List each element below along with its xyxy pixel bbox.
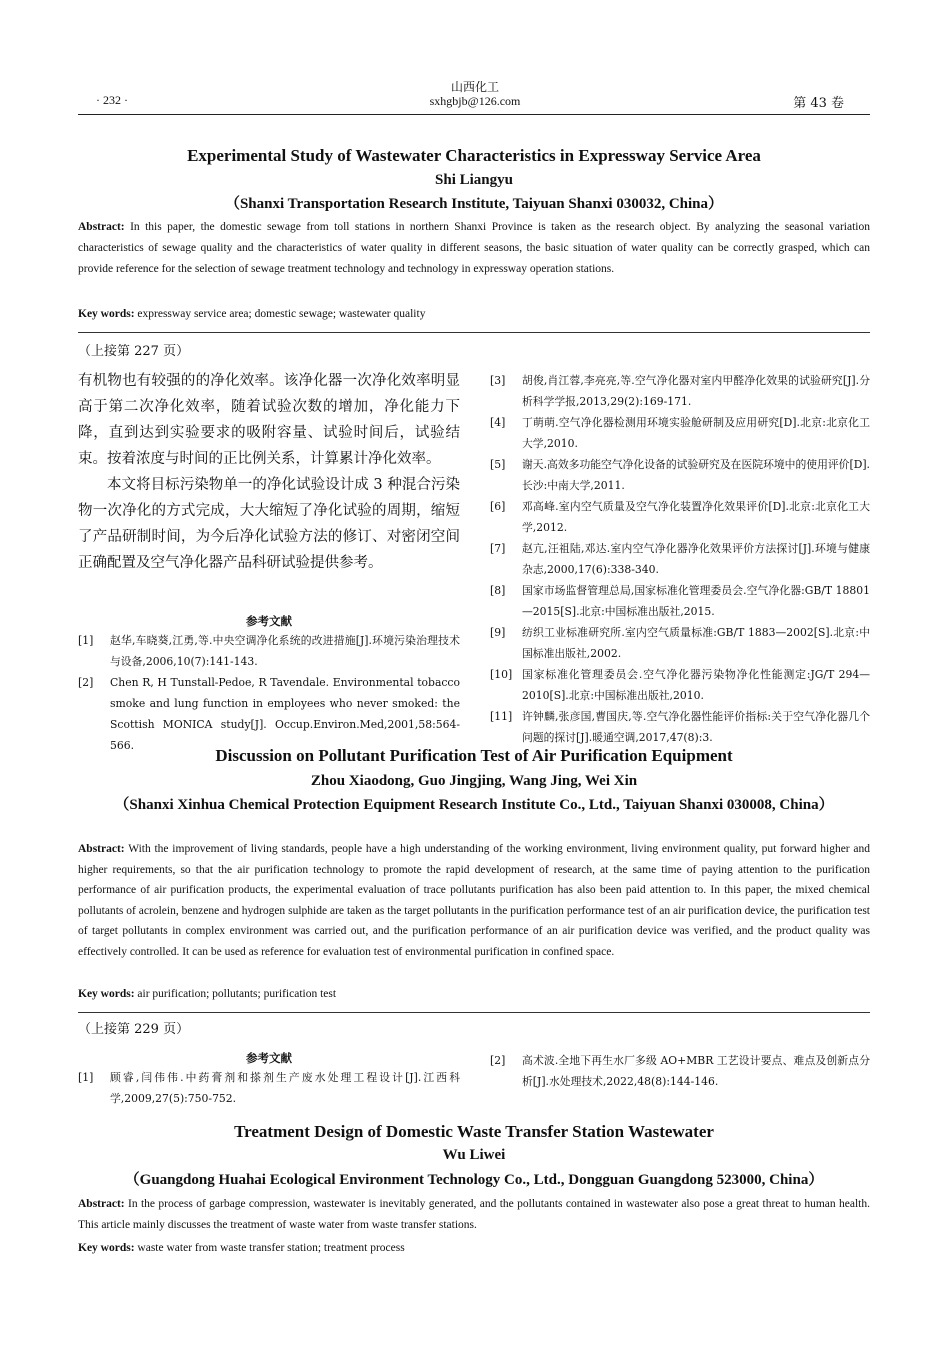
reference-text: 赵亢,汪祖陆,邓达.室内空气净化器净化效果评价方法探讨[J].环境与健康杂志,2000,17(6):338-340. [522, 542, 870, 576]
reference-number: [6] [490, 500, 506, 513]
reference-number: [11] [490, 710, 513, 723]
article1-abstract [78, 217, 870, 280]
abstract-label: Abstract: [78, 221, 125, 233]
body-paragraph: 有机物也有较强的的净化效率。该净化器一次净化效率明显高于第二次净化效率，随着试验次数的增加，净化能力下降，直到达到实验要求的吸附容量、试验时间后，试验结束。按着浓度与时间的正比例关系，计算累计净化效率。 [78, 373, 460, 467]
reference-number: [9] [490, 626, 506, 639]
reference-text: 丁萌萌.空气净化器检测用环境实验舱研制及应用研究[D].北京:北京化工大学,2010. [522, 416, 870, 450]
reference-text: 高术波.全地下再生水厂多级 AO+MBR 工艺设计要点、难点及创新点分析[J].水处理技术,2022,48(8):144-146. [522, 1054, 870, 1088]
reference-text: 许钟麟,张彦国,曹国庆,等.空气净化器性能评价指标:关于空气净化器几个问题的探讨[J].暖通空调,2017,47(8):3. [522, 710, 870, 744]
reference-text: 纺织工业标准研究所.室内空气质量标准:GB/T 1883—2002[S].北京:中国标准出版社,2002. [522, 626, 870, 660]
article2-affiliation: （Shanxi Xinhua Chemical Protection Equipment Research Institute Co., Ltd., Taiyuan Shanxi 030008, China） [114, 797, 834, 813]
reference-text: 国家标准化管理委员会.空气净化器污染物净化性能测定:JG/T 294—2010[S].北京:中国标准出版社,2010. [522, 668, 870, 702]
reference-number: [7] [490, 542, 506, 555]
reference-number: [1] [78, 634, 94, 647]
continued-note: （上接第 229 页） [78, 1022, 190, 1037]
reference-text: 赵华,车晓葵,江勇,等.中央空调净化系统的改进措施[J].环境污染治理技术与设备,2006,10(7):141-143. [110, 634, 460, 668]
references-left-column [78, 613, 460, 756]
section-rule [78, 1012, 870, 1013]
keywords-label: Key words: [78, 1242, 135, 1254]
reference-item [490, 1050, 870, 1092]
references-left-column [78, 1050, 460, 1109]
reference-number: [3] [490, 374, 506, 387]
abstract-text: In the process of garbage compression, wastewater is inevitably generated, and the pollutants contained in wastewater also pose a great threat to human health. This article mainly discusses the treatment of waste water from waste transfer stations. [78, 1198, 871, 1231]
section-rule [78, 332, 870, 333]
reference-item [490, 454, 870, 496]
reference-item [490, 664, 870, 706]
article3-abstract [78, 1194, 870, 1236]
reference-text: 谢天.高效多功能空气净化设备的试验研究及在医院环境中的使用评价[D].长沙:中南大学,2011. [522, 458, 870, 492]
keywords-label: Key words: [78, 308, 135, 320]
header-rule [78, 114, 870, 115]
reference-text: 顾睿,闫伟伟.中药膏剂和搽剂生产废水处理工程设计[J].江西科学,2009,27(5):750-752. [110, 1071, 460, 1105]
journal-email: sxhgbjb@126.com [429, 94, 521, 108]
running-header [375, 80, 575, 108]
keywords-text: expressway service area; domestic sewage; wastewater quality [137, 308, 426, 320]
reference-item [490, 370, 870, 412]
reference-number: [2] [78, 676, 94, 689]
abstract-text: In this paper, the domestic sewage from toll stations in northern Shanxi Province is taken as the research object. By analyzing the seasonal variation characteristics of sewage quality and the characteristics of water quality in different seasons, the basic situation of water quality can be correctly grasped, which can provide reference for the selection of sewage treatment technology and technology in expressway operation stations. [78, 221, 870, 275]
abstract-label: Abstract: [78, 1198, 125, 1210]
journal-name: 山西化工 [450, 80, 499, 94]
reference-number: [2] [490, 1054, 506, 1067]
reference-item [490, 496, 870, 538]
reference-item [490, 706, 870, 748]
article3-keywords [78, 1240, 870, 1256]
keywords-text: waste water from waste transfer station; treatment process [137, 1242, 405, 1254]
reference-item [490, 412, 870, 454]
continued-note: （上接第 227 页） [78, 344, 190, 359]
reference-text: Chen R, H Tunstall-Pedoe, R Tavendale. Environmental tobacco smoke and lung function in employees who never smoked: the Scottish MONICA study[J]. Occup.Environ.Med,2001,58:564-566. [110, 676, 460, 752]
body-paragraph: 本文将目标污染物单一的净化试验设计成 3 种混合污染物一次净化的方式完成，大大缩短了净化试验的周期，缩短了产品研制时间，为今后净化试验方法的修订、对密闭空间正确配置及空气净化器产品科研试验提供参考。 [78, 477, 460, 571]
references-heading: 参考文献 [246, 1051, 292, 1065]
article2-authors: Zhou Xiaodong, Guo Jingjing, Wang Jing, Wei Xin [310, 773, 638, 789]
article2-title: Discussion on Pollutant Purification Test of Air Purification Equipment [215, 746, 733, 765]
reference-item [490, 580, 870, 622]
keywords-label: Key words: [78, 988, 135, 1000]
reference-item [490, 622, 870, 664]
article2-keywords [78, 986, 870, 1002]
article3-affiliation: （Guangdong Huahai Ecological Environment Technology Co., Ltd., Dongguan Guangdong 523000, China） [124, 1172, 824, 1188]
reference-number: [1] [78, 1071, 94, 1084]
abstract-text: With the improvement of living standards, people have a high understanding of the working environment, living environment quality, put forward higher and higher requirements, so that the air purification technology to promote the rapid development of research, at the same time of paying attention to the purification performance of air purification products, the experimental evaluation of trace pollutants purification has also been paid attention to. In this paper, the mixed chemical pollutants of acrolein, benzene and hydrogen sulphide are taken as the target pollutants in the purification performance test of an air purification device, the purification test of target pollutants in complex environment was carried out, and the purification performance of an air purification device was verified, and the product quality was effectively controlled. It can be used as reference for evaluation test of environmental purification in confined space. [78, 843, 870, 958]
reference-item [78, 630, 460, 672]
reference-text: 胡俊,肖江蓉,李亮亮,等.空气净化器对室内甲醛净化效果的试验研究[J].分析科学学报,2013,29(2):169-171. [522, 374, 870, 408]
references-right-column [490, 370, 870, 748]
article1-affiliation: （Shanxi Transportation Research Institute, Taiyuan Shanxi 030032, China） [224, 196, 724, 212]
volume-number: 第 43 卷 [793, 96, 844, 111]
page-number: · 232 · [96, 93, 128, 107]
article3-title: Treatment Design of Domestic Waste Transfer Station Wastewater [234, 1122, 714, 1141]
reference-number: [4] [490, 416, 506, 429]
reference-number: [10] [490, 668, 513, 681]
reference-text: 国家市场监督管理总局,国家标准化管理委员会.空气净化器:GB/T 18801—2015[S].北京:中国标准出版社,2015. [522, 584, 870, 618]
article1-title: Experimental Study of Wastewater Characteristics in Expressway Service Area [187, 146, 761, 165]
article1-author: Shi Liangyu [435, 172, 513, 188]
reference-item [78, 1067, 460, 1109]
body-text-column [78, 368, 460, 576]
reference-text: 邓高峰.室内空气质量及空气净化装置净化效果评价[D].北京:北京化工大学,2012. [522, 500, 870, 534]
article1-keywords [78, 306, 870, 322]
references-heading: 参考文献 [246, 614, 292, 628]
reference-item [78, 672, 460, 756]
references-right-column [490, 1050, 870, 1092]
keywords-text: air purification; pollutants; purification test [137, 988, 337, 1000]
abstract-label: Abstract: [78, 843, 125, 855]
reference-number: [5] [490, 458, 506, 471]
reference-item [490, 538, 870, 580]
article2-abstract [78, 839, 870, 962]
reference-number: [8] [490, 584, 506, 597]
article3-author: Wu Liwei [442, 1147, 506, 1163]
